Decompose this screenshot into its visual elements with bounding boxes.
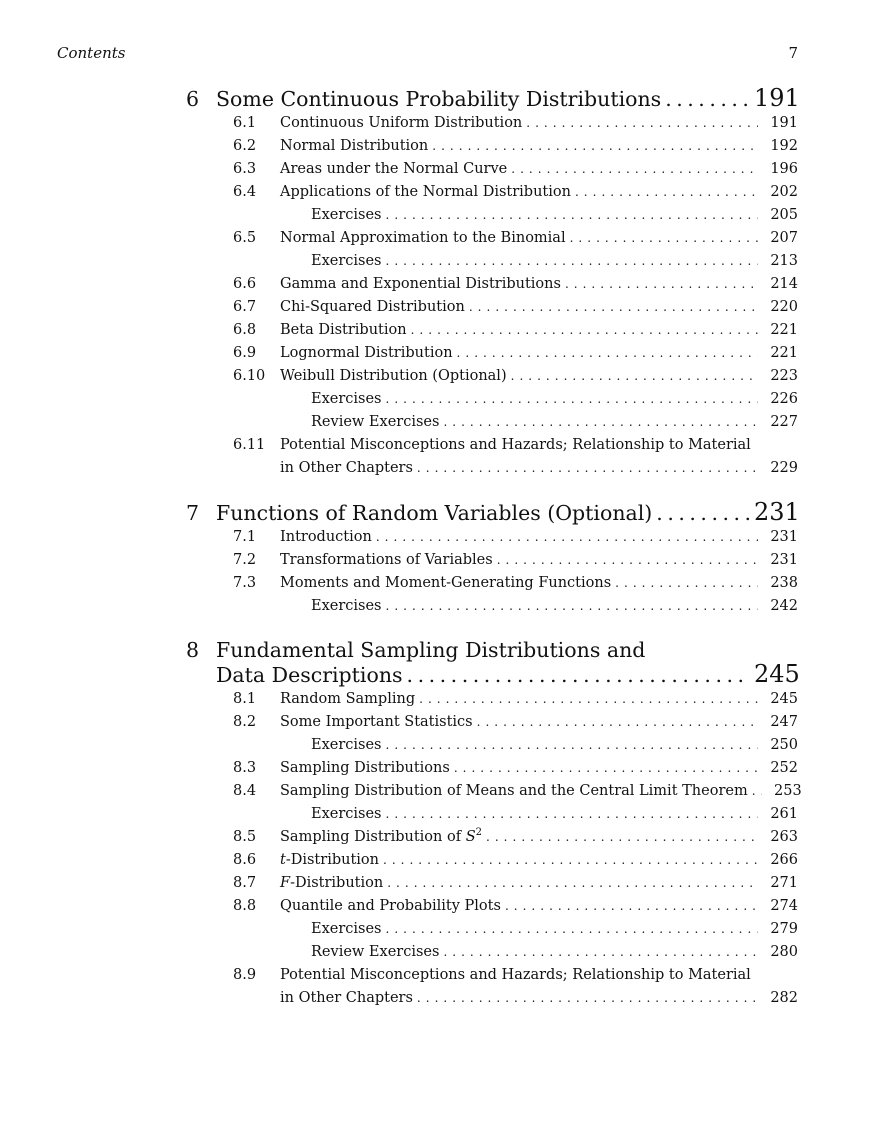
section-title: Random Sampling [280, 691, 416, 707]
section-page: 263 [770, 829, 798, 845]
section-number: 6.1 [233, 115, 257, 131]
section-number: 6.8 [233, 322, 257, 338]
chapter-title: Some Continuous Probability Distributions [216, 87, 662, 111]
dot-leader [419, 688, 758, 711]
section-page: 202 [770, 184, 798, 200]
toc-entry-exercises[interactable] [186, 734, 798, 757]
section-number: 8.2 [233, 714, 257, 730]
section-page: 242 [770, 598, 798, 614]
toc-entry[interactable] [186, 826, 798, 849]
page-number: 7 [788, 44, 798, 62]
section-number: 6.11 [233, 437, 266, 453]
toc-entry[interactable] [186, 526, 798, 549]
dot-leader [454, 757, 758, 780]
section-page: 252 [770, 760, 798, 776]
section-title [280, 849, 379, 872]
dot-leader [386, 250, 759, 273]
toc-entry-review-exercises[interactable] [186, 411, 798, 434]
toc-entry-review-exercises[interactable] [186, 941, 798, 964]
section-number: 8.9 [233, 967, 257, 983]
section-title-text: Sampling Distribution of [280, 829, 466, 845]
section-title: Chi-Squared Distribution [280, 299, 465, 315]
section-page: 229 [770, 460, 798, 476]
section-title: Exercises [311, 737, 382, 753]
toc-entry-continuation[interactable] [186, 987, 798, 1010]
section-title: Review Exercises [311, 414, 440, 430]
chapter-page: 191 [754, 84, 800, 112]
toc-entry[interactable] [186, 872, 798, 895]
chapter-title: Fundamental Sampling Distributions and [216, 638, 646, 662]
toc-entry-exercises[interactable] [186, 388, 798, 411]
section-title: Continuous Uniform Distribution [280, 115, 523, 131]
section-title: Applications of the Normal Distribution [280, 184, 571, 200]
section-title: Lognormal Distribution [280, 345, 453, 361]
section-title: Quantile and Probability Plots [280, 898, 501, 914]
chapter-heading[interactable] [186, 638, 798, 662]
section-number: 6.5 [233, 230, 257, 246]
toc-entry[interactable] [186, 273, 798, 296]
table-of-contents [186, 84, 802, 1030]
toc-entry[interactable] [186, 964, 798, 987]
section-number: 6.2 [233, 138, 257, 154]
section-title-continued: in Other Chapters [280, 460, 413, 476]
section-title: Normal Approximation to the Binomial [280, 230, 566, 246]
section-title: Exercises [311, 806, 382, 822]
section-page: 280 [770, 944, 798, 960]
section-title [280, 826, 482, 849]
dot-leader [387, 872, 758, 895]
math-symbol: F [280, 875, 291, 891]
superscript: 2 [475, 827, 482, 839]
dot-leader [411, 319, 758, 342]
section-page: 250 [770, 737, 798, 753]
toc-entry-exercises[interactable] [186, 250, 798, 273]
section-page: 192 [770, 138, 798, 154]
section-page: 223 [770, 368, 798, 384]
section-title: Moments and Moment-Generating Functions [280, 575, 612, 591]
dot-leader [497, 549, 758, 572]
section-number: 8.3 [233, 760, 257, 776]
dot-leader [477, 711, 758, 734]
section-title: Introduction [280, 529, 372, 545]
section-number: 7.2 [233, 552, 257, 568]
section-title: Some Important Statistics [280, 714, 473, 730]
section-page: 279 [770, 921, 798, 937]
math-symbol: t [280, 852, 286, 868]
toc-entry[interactable] [186, 158, 798, 181]
chapter-heading[interactable] [186, 500, 798, 524]
toc-entry[interactable] [186, 572, 798, 595]
chapter-heading[interactable] [186, 86, 798, 110]
dot-leader [417, 987, 758, 1010]
toc-entry[interactable] [186, 227, 798, 250]
dot-leader [665, 87, 750, 111]
toc-entry-exercises[interactable] [186, 803, 798, 826]
section-page: 261 [770, 806, 798, 822]
section-page: 266 [770, 852, 798, 868]
section-page: 274 [770, 898, 798, 914]
section-number: 7.1 [233, 529, 257, 545]
section-page: 205 [770, 207, 798, 223]
dot-leader [443, 411, 758, 434]
section-title: Weibull Distribution (Optional) [280, 368, 507, 384]
section-title [280, 872, 383, 895]
dot-leader [469, 296, 758, 319]
section-page: 231 [770, 552, 798, 568]
dot-leader [752, 780, 762, 803]
section-title: Exercises [311, 921, 382, 937]
toc-entry[interactable] [186, 342, 798, 365]
section-page: 282 [770, 990, 798, 1006]
dot-leader [443, 941, 758, 964]
section-page: 221 [770, 345, 798, 361]
chapter-title-continued: Data Descriptions [216, 663, 403, 687]
dot-leader [432, 135, 758, 158]
dot-leader [511, 158, 758, 181]
section-page: 271 [770, 875, 798, 891]
dot-leader [407, 663, 750, 687]
toc-entry-exercises[interactable] [186, 595, 798, 618]
dot-leader [417, 457, 758, 480]
section-number: 6.6 [233, 276, 257, 292]
dot-leader [386, 734, 759, 757]
section-page: 191 [770, 115, 798, 131]
section-number: 6.3 [233, 161, 257, 177]
chapter-heading-continued[interactable] [186, 662, 798, 686]
dot-leader [486, 826, 758, 849]
section-title: Review Exercises [311, 944, 440, 960]
section-page: 207 [770, 230, 798, 246]
chapter-number: 6 [186, 87, 200, 111]
section-page: 231 [770, 529, 798, 545]
toc-entry[interactable] [186, 181, 798, 204]
running-head-title: Contents [57, 44, 126, 62]
chapter-7 [186, 500, 798, 618]
section-title: Beta Distribution [280, 322, 407, 338]
dot-leader [386, 918, 759, 941]
toc-entry[interactable] [186, 135, 798, 158]
toc-entry-continuation[interactable] [186, 457, 798, 480]
dot-leader [570, 227, 758, 250]
section-number: 6.4 [233, 184, 257, 200]
section-title: Exercises [311, 598, 382, 614]
toc-entry[interactable] [186, 895, 798, 918]
math-symbol: S [465, 829, 476, 845]
dot-leader [383, 849, 758, 872]
toc-entry[interactable] [186, 688, 798, 711]
chapter-title: Functions of Random Variables (Optional) [216, 501, 653, 525]
section-title: Exercises [311, 253, 382, 269]
dot-leader [526, 112, 758, 135]
section-page: 221 [770, 322, 798, 338]
toc-entry[interactable] [186, 849, 798, 872]
section-title: Exercises [311, 391, 382, 407]
chapter-number: 8 [186, 638, 200, 662]
chapter-page: 231 [754, 498, 800, 526]
chapter-8 [186, 638, 802, 1010]
section-page: 214 [770, 276, 798, 292]
section-title-text: -Distribution [285, 852, 379, 868]
dot-leader [376, 526, 758, 549]
section-title: Transformations of Variables [280, 552, 493, 568]
section-number: 8.6 [233, 852, 257, 868]
section-page: 253 [774, 783, 802, 799]
section-number: 8.5 [233, 829, 257, 845]
toc-entry[interactable] [186, 780, 802, 803]
dot-leader [565, 273, 758, 296]
section-title-continued: in Other Chapters [280, 990, 413, 1006]
dot-leader [386, 803, 759, 826]
section-title: Sampling Distribution of Means and the Central Limit Theorem [280, 783, 748, 799]
dot-leader [386, 204, 759, 227]
section-title: Potential Misconceptions and Hazards; Relationship to Material [280, 967, 751, 983]
section-page: 220 [770, 299, 798, 315]
section-title: Sampling Distributions [280, 760, 450, 776]
toc-entry[interactable] [186, 112, 798, 135]
chapter-6 [186, 86, 798, 480]
dot-leader [457, 342, 758, 365]
section-title: Exercises [311, 207, 382, 223]
section-title-text: -Distribution [290, 875, 384, 891]
section-number: 6.7 [233, 299, 257, 315]
toc-entry[interactable] [186, 365, 798, 388]
section-page: 238 [770, 575, 798, 591]
section-page: 213 [770, 253, 798, 269]
toc-entry[interactable] [186, 296, 798, 319]
section-number: 8.8 [233, 898, 257, 914]
section-number: 7.3 [233, 575, 257, 591]
section-page: 247 [770, 714, 798, 730]
toc-entry[interactable] [186, 711, 798, 734]
section-title: Gamma and Exponential Distributions [280, 276, 561, 292]
section-page: 196 [770, 161, 798, 177]
toc-entry[interactable] [186, 757, 798, 780]
dot-leader [386, 595, 759, 618]
toc-entry[interactable] [186, 319, 798, 342]
toc-entry-exercises[interactable] [186, 918, 798, 941]
toc-entry[interactable] [186, 434, 798, 457]
dot-leader [505, 895, 758, 918]
section-title: Normal Distribution [280, 138, 429, 154]
chapter-page: 245 [754, 660, 800, 688]
chapter-number: 7 [186, 501, 200, 525]
dot-leader [615, 572, 758, 595]
toc-entry[interactable] [186, 549, 798, 572]
dot-leader [386, 388, 759, 411]
section-title: Areas under the Normal Curve [280, 161, 508, 177]
section-page: 245 [770, 691, 798, 707]
section-number: 8.7 [233, 875, 257, 891]
dot-leader [656, 501, 750, 525]
section-number: 6.10 [233, 368, 266, 384]
dot-leader [511, 365, 758, 388]
section-page: 227 [770, 414, 798, 430]
running-head [57, 44, 798, 62]
section-page: 226 [770, 391, 798, 407]
dot-leader [575, 181, 758, 204]
toc-entry-exercises[interactable] [186, 204, 798, 227]
section-number: 8.4 [233, 783, 257, 799]
section-number: 6.9 [233, 345, 257, 361]
section-title: Potential Misconceptions and Hazards; Relationship to Material [280, 437, 751, 453]
section-number: 8.1 [233, 691, 257, 707]
